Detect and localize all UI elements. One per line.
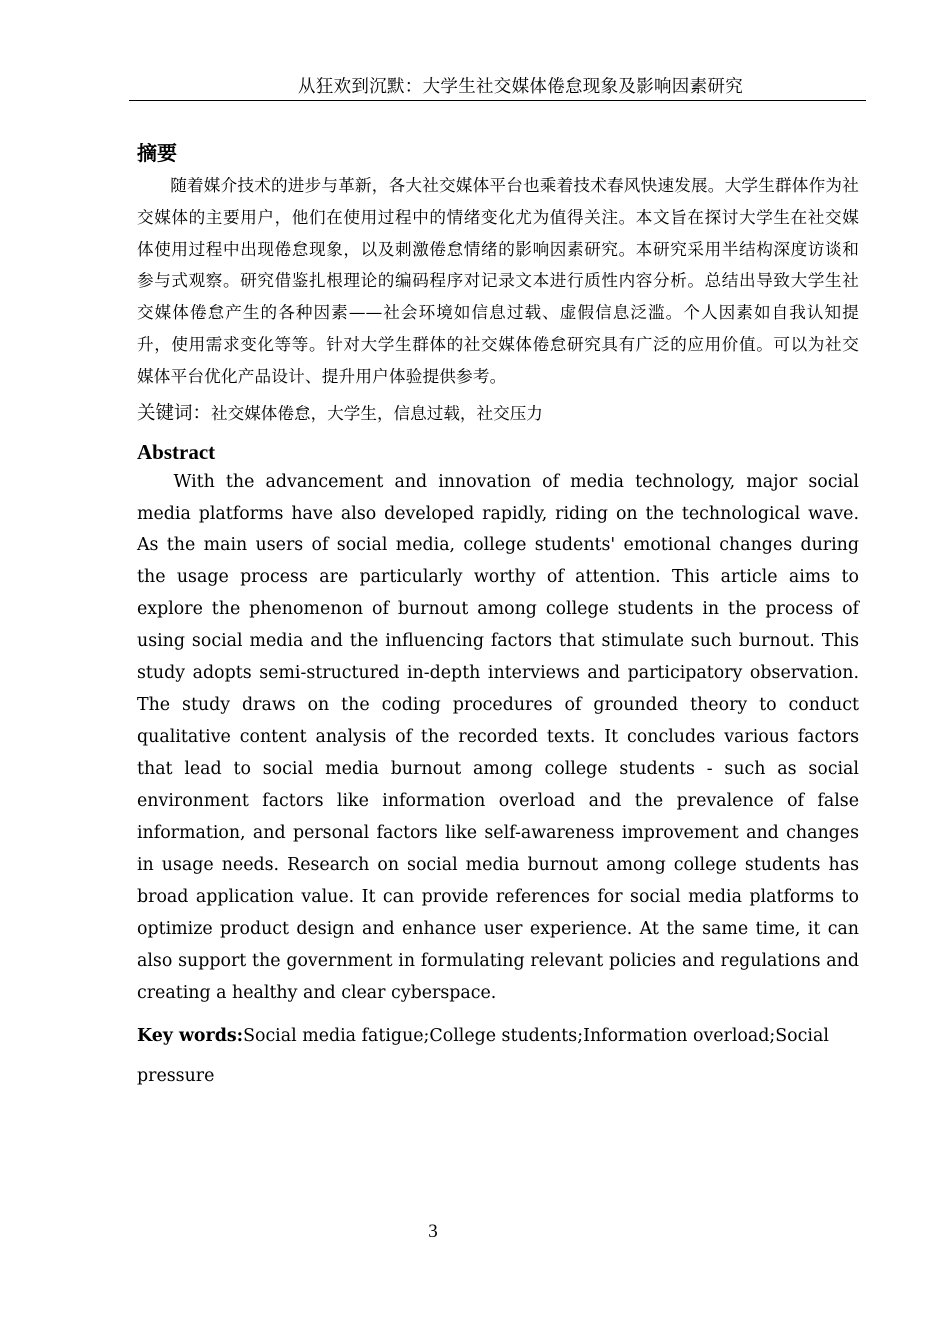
chinese-abstract xyxy=(137,136,859,429)
english-keywords xyxy=(137,1016,859,1096)
page-number: 3 xyxy=(428,1221,438,1242)
running-header xyxy=(129,74,866,101)
english-abstract-body: With the advancement and innovation of media technology, major social media platforms have also developed rapidly, riding on the technological wave. As the main users of social media, college students' emotional changes during the usage process are particularly worthy of attention. This article aims to explore the phenomenon of burnout among college students in the process of using social media and the influencing factors that stimulate such burnout. This study adopts semi-structured in-depth interviews and participatory observation. The study draws on the coding procedures of grounded theory to conduct qualitative content analysis of the recorded texts. It concludes various factors that lead to social media burnout among college students - such as social environment factors like information overload and the prevalence of false information, and personal factors like self-awareness improvement and changes in usage needs. Research on social media burnout among college students has broad application value. It can provide references for social media platforms to optimize product design and enhance user experience. At the same time, it can also support the government in formulating relevant policies and regulations and creating a healthy and clear cyberspace. xyxy=(137,471,859,1003)
chinese-abstract-heading: 摘要 xyxy=(137,141,177,165)
chinese-abstract-body: 随着媒介技术的进步与革新，各大社交媒体平台也乘着技术春风快速发展。大学生群体作为社交媒体的主要用户，他们在使用过程中的情绪变化尤为值得关注。本文旨在探讨大学生在社交媒体使用过程中出现倦怠现象，以及刺激倦怠情绪的影响因素研究。本研究采用半结构深度访谈和参与式观察。研究借鉴扎根理论的编码程序对记录文本进行质性内容分析。总结出导致大学生社交媒体倦怠产生的各种因素——社会环境如信息过载、虚假信息泛滥。个人因素如自我认知提升，使用需求变化等等。针对大学生群体的社交媒体倦怠研究具有广泛的应用价值。可以为社交媒体平台优化产品设计、提升用户体验提供参考。 xyxy=(137,176,859,386)
english-abstract-heading: Abstract xyxy=(137,439,216,464)
chinese-keywords xyxy=(137,399,859,429)
english-keywords-label: Key words: xyxy=(137,1025,244,1046)
chinese-keywords-text: 社交媒体倦怠，大学生，信息过载，社交压力 xyxy=(211,403,543,423)
chinese-keywords-label: 关键词： xyxy=(137,402,212,424)
english-keywords-text: Social media fatigue;College students;Information overload;Social pressure xyxy=(137,1025,829,1086)
english-abstract xyxy=(137,437,859,1096)
page-content xyxy=(137,136,859,1096)
running-title: 从狂欢到沉默：大学生社交媒体倦怠现象及影响因素研究 xyxy=(298,77,743,97)
